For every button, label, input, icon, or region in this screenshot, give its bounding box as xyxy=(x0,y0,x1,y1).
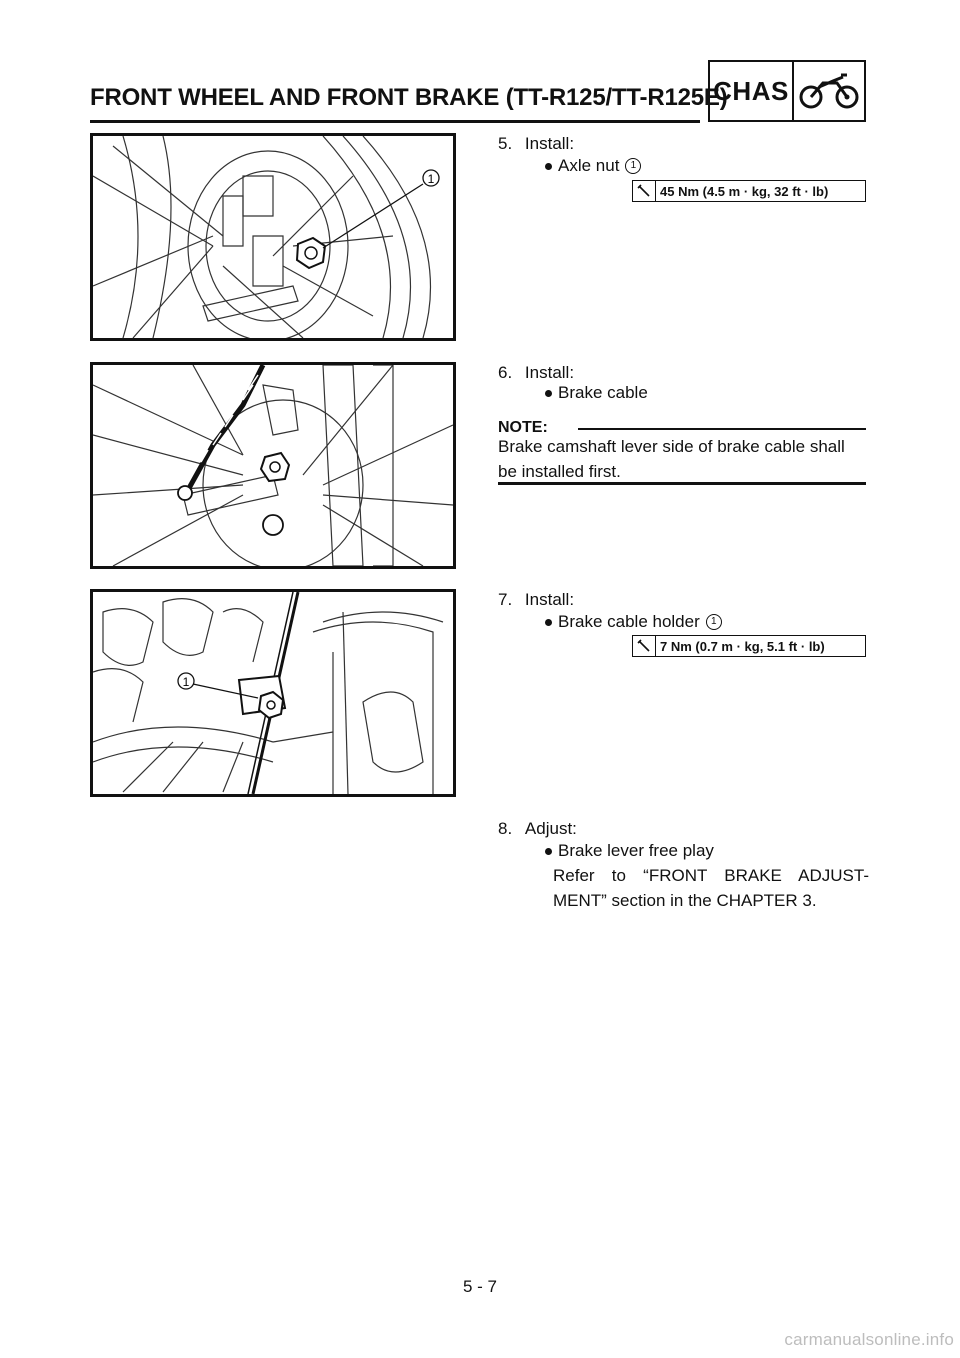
torque-value: 7 Nm (0.7 m · kg, 5.1 ft · lb) xyxy=(660,638,825,654)
torque-spec xyxy=(632,635,866,657)
bullet-dot-icon xyxy=(545,390,552,397)
step-action: Install: xyxy=(524,363,575,382)
step-number: 5. xyxy=(498,134,513,153)
figure-callout: 1 xyxy=(427,172,435,186)
figure-callout: 1 xyxy=(182,675,190,689)
step-8 xyxy=(498,818,577,840)
bullet-dot-icon xyxy=(545,848,552,855)
note-divider xyxy=(498,482,866,485)
list-item xyxy=(545,382,648,404)
figure-brake-cable-holder xyxy=(90,589,456,797)
step-action: Adjust: xyxy=(524,819,577,838)
torque-wrench-icon xyxy=(633,636,656,656)
list-item-text: Brake cable holder xyxy=(558,612,700,631)
torque-spec xyxy=(632,180,866,202)
section-badge xyxy=(708,60,866,122)
torque-value: 45 Nm (4.5 m · kg, 32 ft · lb) xyxy=(660,183,829,199)
reference-text: Refer to “FRONT BRAKE ADJUST-MENT” section in the CHAPTER 3. xyxy=(553,866,869,910)
page-number: 5 - 7 xyxy=(462,1277,498,1296)
step-6 xyxy=(498,362,574,384)
note-divider xyxy=(578,428,866,430)
motorcycle-icon xyxy=(794,62,864,120)
step-action: Install: xyxy=(524,134,575,153)
note-text: Brake camshaft lever side of brake cable shall be installed first. xyxy=(498,437,845,481)
list-item-text: Brake cable xyxy=(558,383,648,402)
figure-axle-nut xyxy=(90,133,456,341)
callout-marker: 1 xyxy=(625,158,641,174)
watermark: carmanualsonline.info xyxy=(784,1330,954,1349)
note-label: NOTE: xyxy=(498,419,548,436)
step-number: 8. xyxy=(498,819,513,838)
callout-marker: 1 xyxy=(706,614,722,630)
figure-brake-cable xyxy=(90,362,456,569)
bullet-dot-icon xyxy=(545,619,552,626)
header-rule xyxy=(90,120,700,123)
step-7 xyxy=(498,589,574,611)
list-item xyxy=(545,840,714,862)
list-item-text: Axle nut xyxy=(558,156,620,175)
bullet-dot-icon xyxy=(545,163,552,170)
step-action: Install: xyxy=(524,590,575,609)
page-title: FRONT WHEEL AND FRONT BRAKE (TT-R125/TT-R125E) xyxy=(90,84,728,111)
list-item xyxy=(545,611,722,633)
step-5 xyxy=(498,133,574,155)
list-item-text: Brake lever free play xyxy=(558,841,714,860)
torque-wrench-icon xyxy=(633,181,656,201)
step-number: 6. xyxy=(498,363,513,382)
step-number: 7. xyxy=(498,590,513,609)
section-code: CHAS xyxy=(710,62,794,120)
list-item xyxy=(545,155,641,177)
